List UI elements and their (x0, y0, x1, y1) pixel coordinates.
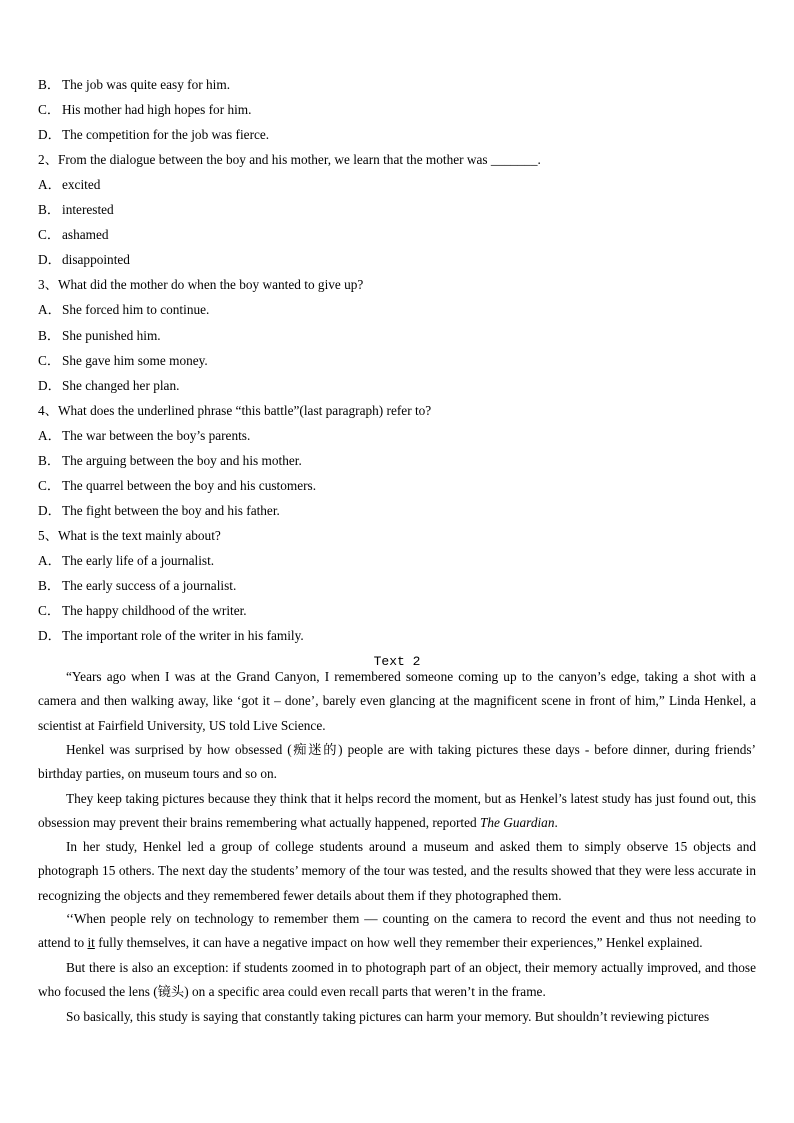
question-number: 2、 (38, 152, 58, 168)
paragraph-1: “Years ago when I was at the Grand Canyon, I remembered someone coming up to the canyon’s edge, taking a shot with a camera and then walking away, like ‘got it – done’, barely even glancing at the magnificent scene in front of him,” Linda Henkel, a scientist at Fairfield University, US told Live Science. (38, 669, 756, 733)
option-text: The early life of a journalist. (62, 552, 215, 568)
option-text: ashamed (62, 227, 109, 243)
paragraph-5-end: fully themselves, it can have a negative impact on how well they remember their experiences,” Henkel explained. (94, 935, 703, 951)
answer-option (38, 353, 208, 369)
question-stem (38, 403, 431, 419)
answer-option (38, 127, 269, 143)
question-text: What did the mother do when the boy wanted to give up? (57, 277, 364, 293)
answer-option (38, 578, 236, 594)
option-text: The quarrel between the boy and his customers. (62, 477, 317, 493)
option-letter: B． (38, 327, 61, 343)
answer-option (38, 378, 179, 394)
option-text: The war between the boy’s parents. (62, 427, 251, 443)
option-letter: B． (38, 202, 61, 218)
question-stem (38, 528, 221, 544)
option-text: The early success of a journalist. (62, 578, 237, 593)
option-letter: D． (38, 628, 61, 644)
question-text: From the dialogue between the boy and his mother, we learn that the mother was _______. (57, 152, 541, 168)
option-letter: A． (38, 177, 61, 193)
answer-option (38, 77, 230, 93)
option-text: The job was quite easy for him. (62, 77, 231, 92)
option-text: The fight between the boy and his father. (62, 502, 280, 518)
option-text: The arguing between the boy and his mother. (62, 452, 302, 468)
option-text: The happy childhood of the writer. (62, 603, 247, 619)
option-text: His mother had high hopes for him. (62, 102, 252, 118)
answer-option (38, 628, 304, 644)
option-letter: A． (38, 427, 61, 443)
option-text: She changed her plan. (62, 377, 180, 393)
answer-option (38, 503, 280, 519)
option-text: The competition for the job was fierce. (62, 127, 270, 143)
answer-option (38, 302, 209, 318)
option-letter: B． (38, 578, 61, 593)
question-number: 5、 (38, 527, 58, 543)
option-text: She gave him some money. (62, 352, 208, 368)
paragraph-7: So basically, this study is saying that constantly taking pictures can harm your memory. But shouldn’t reviewing pictures (66, 1009, 710, 1024)
paragraph-2: Henkel was surprised by how obsessed (痴迷的) people are with taking pictures these days - before dinner, during friends’ birthday parties, on museum tours and so on. (38, 742, 756, 782)
option-letter: A． (38, 552, 61, 568)
answer-option (38, 177, 100, 193)
option-letter: D． (38, 127, 61, 143)
option-text: She forced him to continue. (62, 302, 210, 318)
answer-option (38, 428, 250, 444)
option-letter: B． (38, 77, 61, 92)
option-letter: B． (38, 452, 61, 468)
question-number: 3、 (38, 277, 58, 293)
answer-option (38, 102, 251, 118)
option-letter: C． (38, 352, 61, 368)
option-text: interested (62, 202, 114, 218)
option-letter: D． (38, 502, 61, 518)
paragraph-5 (38, 907, 756, 956)
paragraph-3 (38, 787, 756, 836)
option-letter: C． (38, 227, 61, 243)
paragraph-3-text: They keep taking pictures because they think that it helps record the moment, but as Henkel’s latest study has just found out, this obsession may prevent their brains remembering what actually happened, reported (38, 791, 756, 831)
answer-option (38, 453, 302, 469)
answer-option (38, 478, 316, 494)
underlined-word: it (87, 935, 95, 951)
answer-option (38, 227, 109, 243)
question-text: What is the text mainly about? (57, 527, 221, 543)
option-text: disappointed (62, 252, 130, 268)
option-text: excited (62, 177, 101, 193)
option-text: She punished him. (62, 327, 161, 343)
question-stem (38, 152, 541, 168)
answer-option (38, 328, 161, 344)
option-letter: D． (38, 377, 61, 393)
question-text: What does the underlined phrase “this battle”(last paragraph) refer to? (57, 402, 432, 418)
paragraph-6: But there is also an exception: if students zoomed in to photograph part of an object, their memory actually improved, and those who focused the lens (镜头) on a specific area could even recall parts that weren’t in the frame. (38, 960, 756, 1000)
option-letter: C． (38, 102, 61, 118)
option-letter: D． (38, 252, 61, 268)
question-stem (38, 277, 363, 293)
option-letter: C． (38, 603, 61, 619)
answer-option (38, 603, 247, 619)
question-number: 4、 (38, 402, 58, 418)
paragraph-3-end: . (554, 815, 558, 831)
paragraph-5-text: ‘‘When people rely on technology to remember them — counting on the camera to record the event and thus not needing to attend to (38, 911, 756, 951)
answer-option (38, 553, 214, 569)
answer-option (38, 252, 130, 268)
publication-name: The Guardian (479, 815, 555, 831)
paragraph-4: In her study, Henkel led a group of college students around a museum and asked them to simply observe 15 objects and photograph 15 others. The next day the students’ memory of the tour was tested, and the results showed that they were less accurate in recognizing the objects and they remembered fewer details about them if they photographed them. (38, 839, 756, 903)
option-letter: C． (38, 477, 61, 493)
answer-option (38, 202, 114, 218)
option-letter: A． (38, 302, 61, 318)
option-text: The important role of the writer in his family. (62, 628, 304, 644)
section-title: Text 2 (373, 654, 421, 669)
